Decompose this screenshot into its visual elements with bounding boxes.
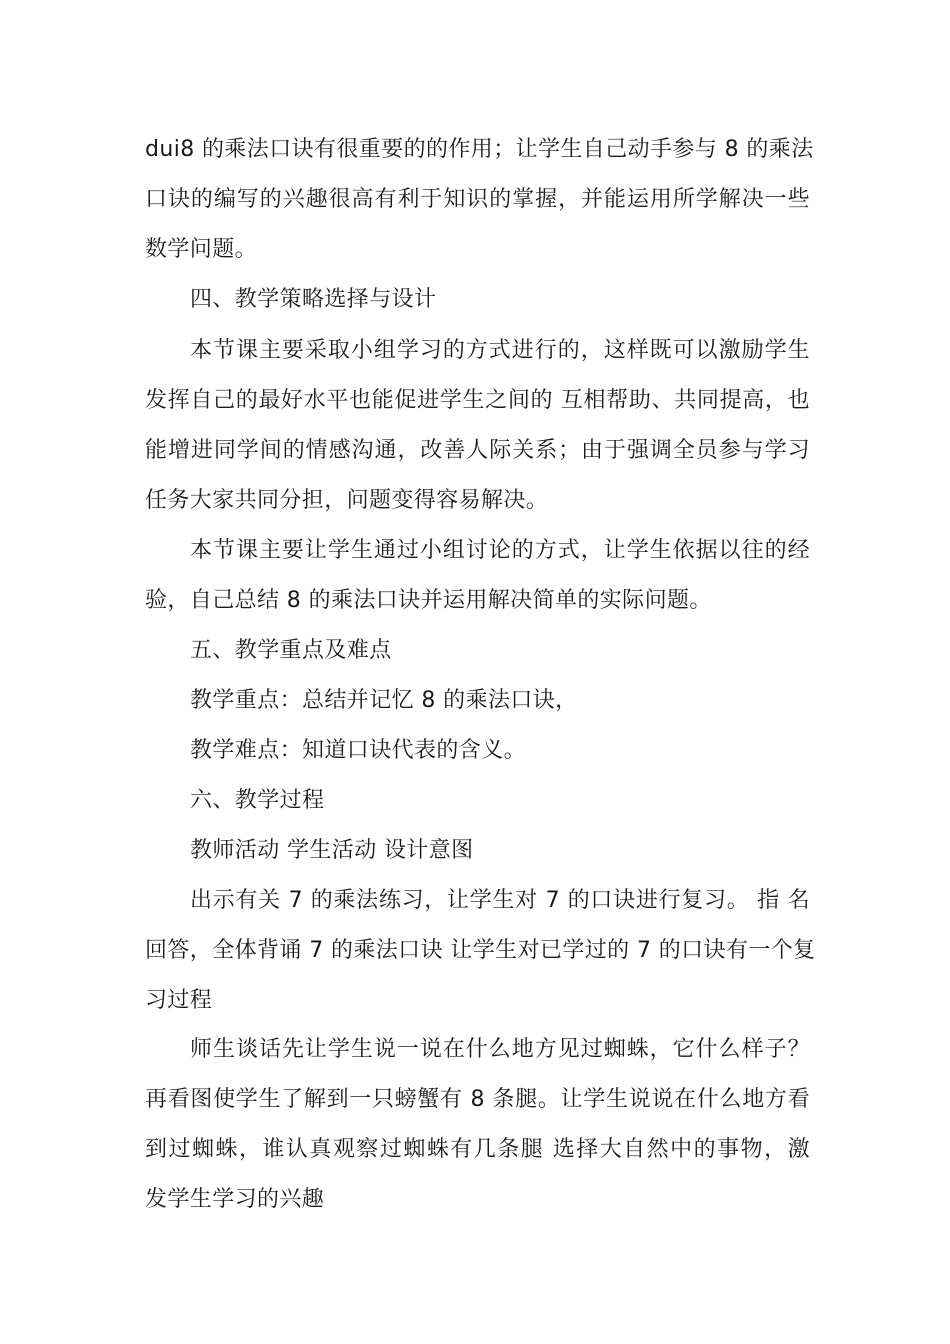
- paragraph-line: 能增进同学间的情感沟通，改善人际关系；由于强调全员参与学习: [145, 438, 810, 463]
- paragraph-line: 验，自己总结 8 的乘法口诀并运用解决简单的实际问题。: [145, 588, 712, 613]
- paragraph-line: 发学生学习的兴趣: [145, 1187, 325, 1212]
- paragraph-line: 发挥自己的最好水平也能促进学生之间的 互相帮助、共同提高，也: [145, 388, 810, 413]
- paragraph-line: 教学重点：总结并记忆 8 的乘法口诀，: [190, 688, 578, 713]
- section-heading: 四、教学策略选择与设计: [190, 287, 437, 312]
- paragraph-line: dui8 的乘法口诀有很重要的的作用；让学生自己动手参与 8 的乘法: [145, 137, 814, 162]
- paragraph-line: 出示有关 7 的乘法练习，让学生对 7 的口诀进行复习。 指 名: [190, 888, 810, 913]
- paragraph-line: 本节课主要让学生通过小组讨论的方式，让学生依据以往的经: [190, 538, 810, 563]
- table-header-line: 教师活动 学生活动 设计意图: [190, 838, 474, 863]
- section-heading: 五、教学重点及难点: [190, 638, 392, 663]
- paragraph-line: 数学问题。: [145, 237, 258, 262]
- paragraph-line: 习过程: [145, 988, 213, 1013]
- paragraph-line: 到过蜘蛛，谁认真观察过蜘蛛有几条腿 选择大自然中的事物，激: [145, 1137, 810, 1162]
- paragraph-line: 教学难点：知道口诀代表的含义。: [190, 738, 527, 763]
- paragraph-line: 口诀的编写的兴趣很高有利于知识的掌握，并能运用所学解决一些: [145, 187, 810, 212]
- paragraph-line: 再看图使学生了解到一只螃蟹有 8 条腿。让学生说说在什么地方看: [145, 1087, 810, 1112]
- section-heading: 六、教学过程: [190, 788, 325, 813]
- paragraph-line: 本节课主要采取小组学习的方式进行的，这样既可以激励学生: [190, 338, 810, 363]
- paragraph-line: 回答，全体背诵 7 的乘法口诀 让学生对已学过的 7 的口诀有一个复: [145, 938, 816, 963]
- paragraph-line: 师生谈话先让学生说一说在什么地方见过蜘蛛，它什么样子？: [190, 1037, 810, 1062]
- paragraph-line: 任务大家共同分担，问题变得容易解决。: [145, 488, 549, 513]
